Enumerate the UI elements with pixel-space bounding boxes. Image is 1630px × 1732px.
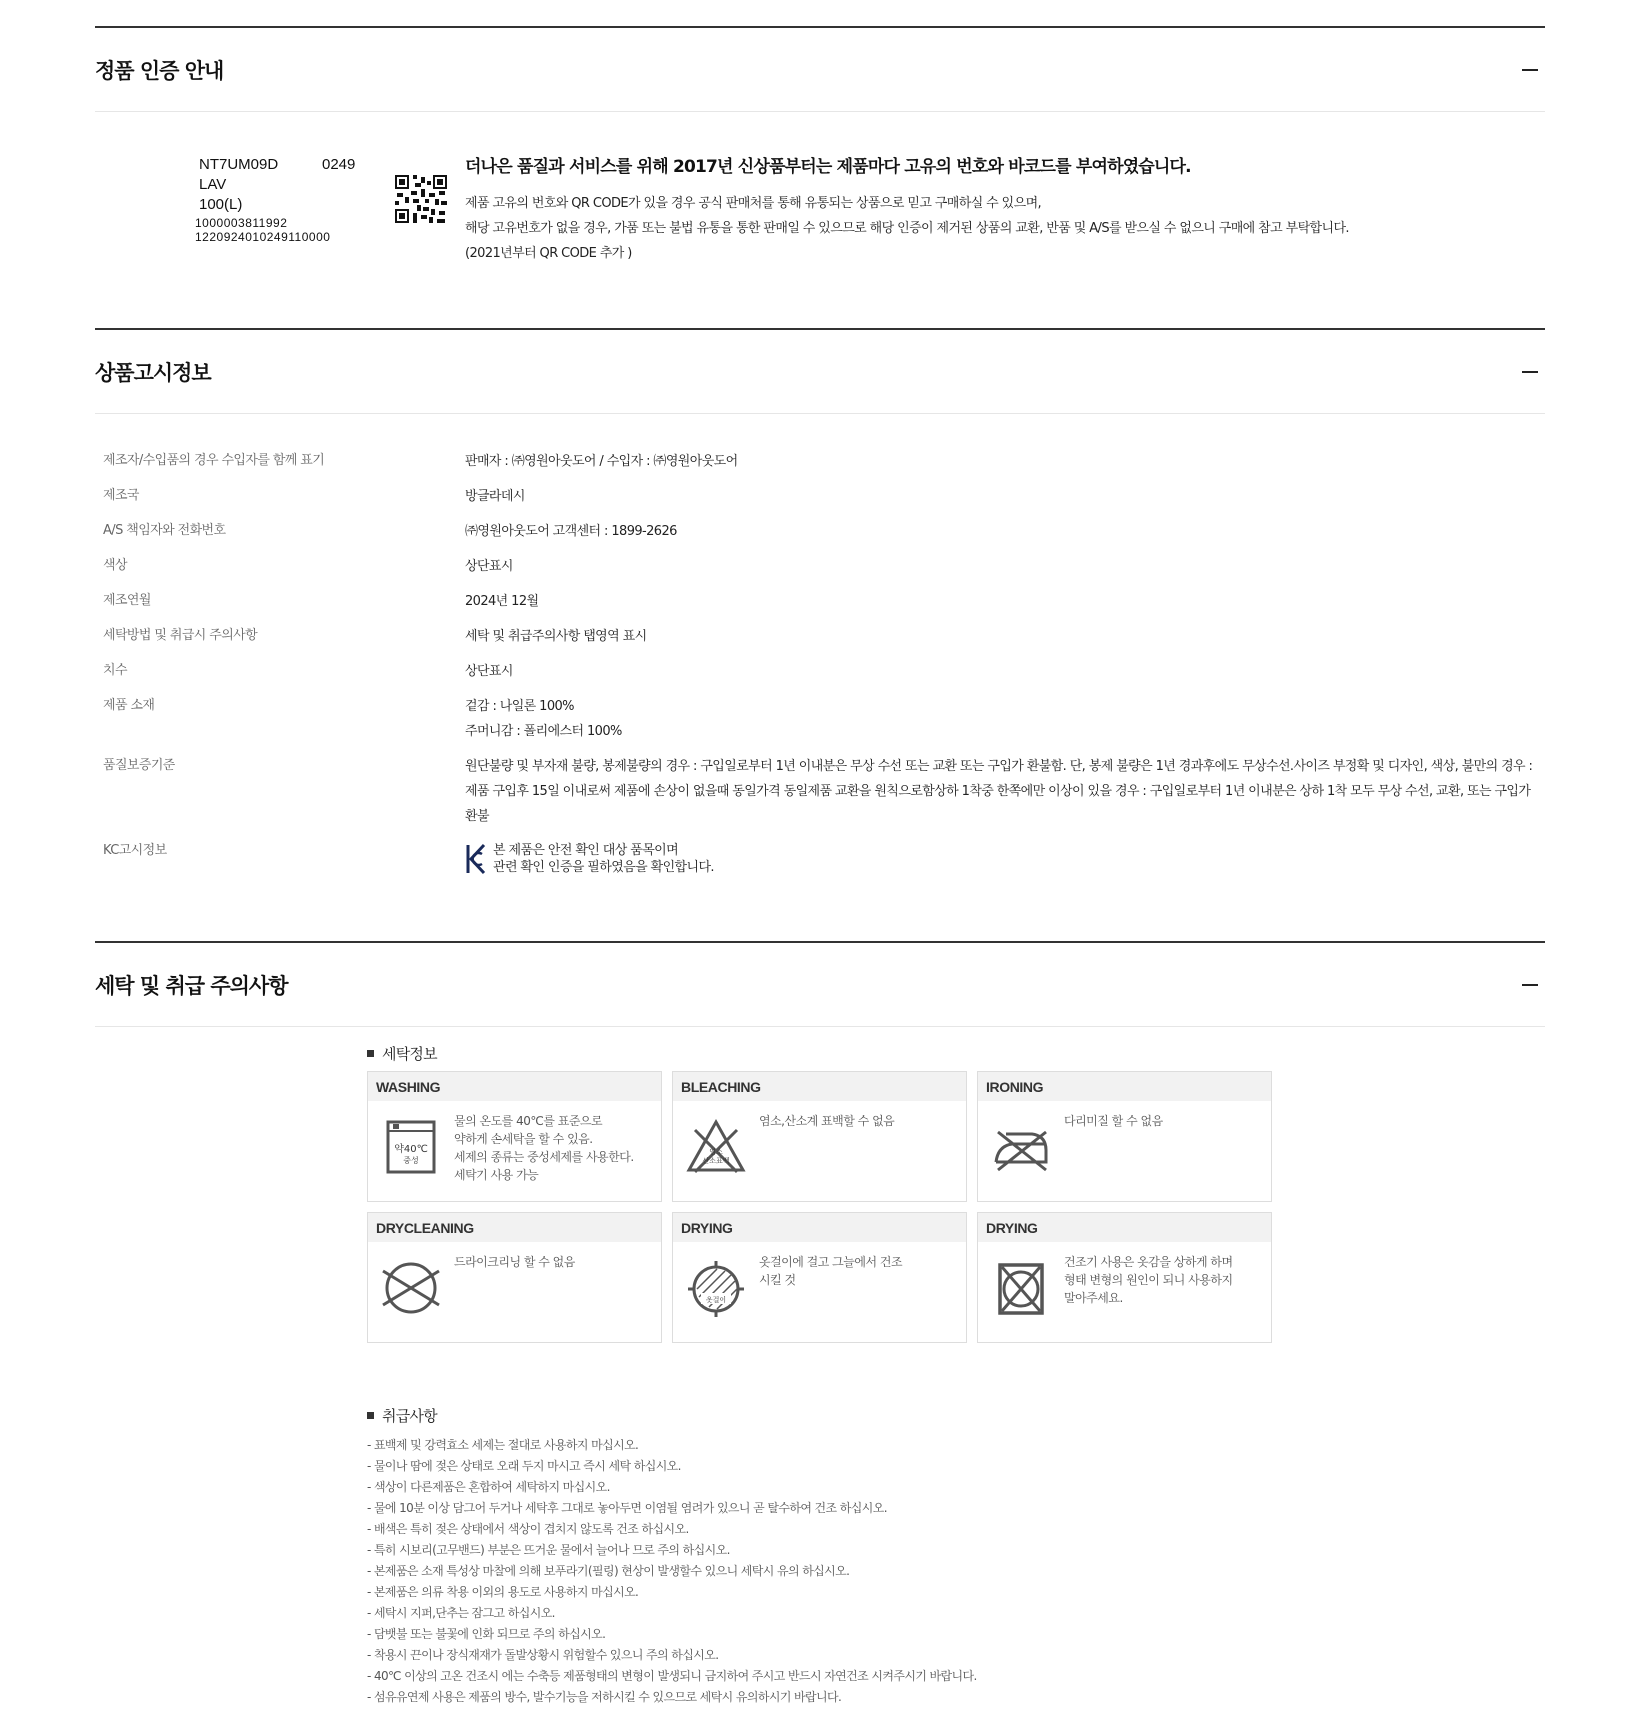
info-row	[95, 757, 1545, 842]
card-head: DRYCLEANING	[368, 1213, 661, 1242]
info-label: 제조연월	[103, 593, 151, 608]
product-info-table	[95, 414, 1545, 902]
list-item: - 담뱃불 또는 불꽃에 인화 되므로 주의 하십시오.	[367, 1627, 606, 1641]
list-item: - 섬유유연제 사용은 제품의 방수, 발수기능을 저하시킬 수 있으므로 세탁시 유의하시기 바랍니다.	[367, 1690, 842, 1704]
wash-icon-neutral: 중성	[403, 1156, 419, 1165]
card-head: BLEACHING	[673, 1072, 966, 1101]
label-color: LAV	[199, 176, 227, 193]
card-text-line: 염소,산소계 표백할 수 없음	[759, 1114, 895, 1128]
list-item: - 본제품은 소재 특성상 마찰에 의해 보푸라기(필링) 현상이 발생할수 있으니 세탁시 유의 하십시오.	[367, 1564, 850, 1578]
wash-40-icon	[378, 1112, 444, 1178]
material-shell: 겉감 : 나일론 100%	[465, 699, 574, 714]
card-text-line: 세제의 종류는 중성세제를 사용한다.	[454, 1150, 634, 1164]
material-pocket: 주머니감 : 폴리에스터 100%	[465, 724, 622, 739]
list-item: - 물에 10분 이상 담그어 두거나 세탁후 그대로 놓아두면 이염될 염려가 있으니 곧 탈수하여 건조 하십시오.	[367, 1501, 887, 1515]
kc-text-line: 관련 확인 인증을 필하였음을 확인합니다.	[493, 860, 714, 875]
info-label: 제조자/수입품의 경우 수입자를 함께 표기	[103, 453, 325, 468]
wash-info-title	[367, 1043, 437, 1064]
no-bleach-icon	[683, 1112, 749, 1178]
info-row	[95, 452, 1545, 487]
product-info-header[interactable]	[95, 330, 1545, 414]
list-item: - 색상이 다른제품은 혼합하여 세탁하지 마십시오.	[367, 1480, 610, 1494]
info-value: 판매자 : ㈜영원아웃도어 / 수입자 : ㈜영원아웃도어	[465, 454, 738, 469]
handling-title	[367, 1405, 437, 1426]
card-text	[1064, 1112, 1264, 1130]
care-card-washing	[367, 1071, 662, 1202]
card-text-line: 약하게 손세탁을 할 수 있음.	[454, 1132, 593, 1146]
authenticity-line: 제품 고유의 번호와 QR CODE가 있을 경우 공식 판매처를 통해 유통되는 상품으로 믿고 구매하실 수 있으며,	[465, 196, 1042, 211]
card-text-line: 다리미질 할 수 없음	[1064, 1114, 1163, 1128]
kc-text-line: 본 제품은 안전 확인 대상 품목이며	[493, 843, 679, 858]
authenticity-body	[95, 112, 1545, 328]
card-text-line: 세탁기 사용 가능	[454, 1168, 539, 1182]
card-text	[759, 1253, 959, 1289]
info-row	[95, 557, 1545, 592]
info-value: 원단불량 및 부자재 불량, 봉제불량의 경우 : 구입일로부터 1년 이내분은 무상 수선 또는 교환 또는 구입가 환불함. 단, 봉제 불량은 1년 경과후에도 무상수선.사이즈 부정확 및 디자인, 색상, 불만의 경우 : 제품 구입후 15일 이내로써 제품에 손상이 없을때 동일가격 동일제품 교환을 원칙으로함상하 1착중 한쪽에만 이상이 있을 경우 : 구입일로부터 1년 이내분은 상하 1착 모두 무상 수선, 교환, 또는 구입가 환불	[465, 759, 1533, 824]
list-item: - 특히 시보리(고무밴드) 부분은 뜨거운 물에서 늘어나 므로 주의 하십시오.	[367, 1543, 730, 1557]
info-value: 상단표시	[465, 559, 513, 574]
list-item: - 세탁시 지퍼,단추는 잠그고 하십시오.	[367, 1606, 555, 1620]
authenticity-line: (2021년부터 QR CODE 추가 )	[465, 246, 632, 261]
label-number: 0249	[322, 156, 356, 173]
handling-list	[367, 1435, 977, 1708]
collapse-minus-icon[interactable]	[1515, 970, 1545, 1000]
qr-code-icon	[395, 175, 447, 223]
hang-dry-shade-icon	[683, 1253, 749, 1319]
info-row	[95, 627, 1545, 662]
card-head: WASHING	[368, 1072, 661, 1101]
card-text-line: 건조기 사용은 옷감을 상하게 하며	[1064, 1255, 1233, 1269]
card-text-line: 말아주세요.	[1064, 1291, 1123, 1305]
list-item: - 배색은 특히 젖은 상태에서 색상이 겹치지 않도록 건조 하십시오.	[367, 1522, 689, 1536]
care-card-drying-no-tumble	[977, 1212, 1272, 1343]
info-label: 제조국	[103, 488, 139, 503]
card-text-line: 물의 온도를 40℃를 표준으로	[454, 1114, 603, 1128]
info-row	[95, 842, 1545, 902]
card-text	[454, 1112, 654, 1184]
list-item: - 착용시 끈이나 장식재재가 돌발상황시 위험할수 있으니 주의 하십시오.	[367, 1648, 719, 1662]
collapse-minus-icon[interactable]	[1515, 55, 1545, 85]
info-row	[95, 697, 1545, 757]
kc-text	[493, 842, 714, 876]
care-header[interactable]	[95, 943, 1545, 1027]
info-value	[465, 694, 1545, 744]
collapse-minus-icon[interactable]	[1515, 357, 1545, 387]
product-label-sample	[195, 156, 365, 256]
product-info-title: 상품고시정보	[95, 360, 211, 385]
care-card-bleaching	[672, 1071, 967, 1202]
info-row	[95, 487, 1545, 522]
no-tumble-dry-icon	[988, 1253, 1054, 1319]
info-label: A/S 책임자와 전화번호	[103, 523, 226, 538]
info-row	[95, 592, 1545, 627]
info-label: KC고시정보	[103, 843, 167, 858]
info-label: 치수	[103, 663, 127, 678]
list-item: - 물이나 땀에 젖은 상태로 오래 두지 마시고 즉시 세탁 하십시오.	[367, 1459, 681, 1473]
handling-title-text: 취급사항	[382, 1407, 437, 1425]
card-text-line: 옷걸이에 걸고 그늘에서 건조	[759, 1255, 903, 1269]
info-row	[95, 662, 1545, 697]
kc-mark-icon	[465, 843, 487, 875]
info-value: 세탁 및 취급주의사항 탭영역 표시	[465, 629, 647, 644]
label-barcode-2: 1220924010249110000	[195, 230, 331, 244]
label-barcode-1: 1000003811992	[195, 216, 288, 230]
card-text-line: 드라이크리닝 할 수 없음	[454, 1255, 575, 1269]
card-text	[1064, 1253, 1264, 1307]
info-value: 방글라데시	[465, 489, 525, 504]
product-info-section	[95, 328, 1545, 902]
info-label: 색상	[103, 558, 127, 573]
info-label: 세탁방법 및 취급시 주의사항	[103, 628, 258, 643]
wash-info-title-text: 세탁정보	[382, 1045, 437, 1063]
authenticity-text	[465, 152, 1349, 266]
card-text	[454, 1253, 654, 1271]
card-head: DRYING	[673, 1213, 966, 1242]
authenticity-line: 해당 고유번호가 없을 경우, 가품 또는 불법 유통을 통한 판매일 수 있으므로 해당 인증이 제거된 상품의 교환, 반품 및 A/S를 받으실 수 없으니 구매에 참고 부탁합니다.	[465, 221, 1349, 236]
care-card-ironing	[977, 1071, 1272, 1202]
list-item: - 본제품은 의류 착용 이외의 용도로 사용하지 마십시오.	[367, 1585, 639, 1599]
drying-icon-hanger: 옷걸이	[705, 1296, 727, 1304]
authenticity-header[interactable]	[95, 28, 1545, 112]
no-iron-icon	[988, 1112, 1054, 1178]
label-code: NT7UM09D	[199, 156, 279, 173]
card-text	[759, 1112, 959, 1130]
authenticity-title: 정품 인증 안내	[95, 58, 224, 83]
info-label: 제품 소재	[103, 698, 155, 713]
care-card-drying-shade	[672, 1212, 967, 1343]
info-value: ㈜영원아웃도어 고객센터 : 1899-2626	[465, 524, 677, 539]
care-title: 세탁 및 취급 주의사항	[95, 973, 288, 998]
kc-info	[465, 842, 1545, 876]
care-body	[95, 1027, 1545, 1732]
authenticity-section	[95, 26, 1545, 328]
bleach-icon-chlorine: 염소	[709, 1148, 723, 1156]
card-text-line: 시킬 것	[759, 1273, 796, 1287]
label-size: 100(L)	[199, 196, 243, 213]
card-text-line: 형태 변형의 원인이 되니 사용하지	[1064, 1273, 1233, 1287]
card-head: IRONING	[978, 1072, 1271, 1101]
info-value: 상단표시	[465, 664, 513, 679]
card-head: DRYING	[978, 1213, 1271, 1242]
bleach-icon-oxygen: 산소표백	[702, 1157, 730, 1165]
info-label: 품질보증기준	[103, 758, 175, 773]
no-dryclean-icon	[378, 1253, 444, 1319]
info-value: 2024년 12월	[465, 594, 539, 609]
info-row	[95, 522, 1545, 557]
authenticity-headline: 더나은 품질과 서비스를 위해 2017년 신상품부터는 제품마다 고유의 번호와 바코드를 부여하였습니다.	[465, 157, 1191, 177]
care-section	[95, 941, 1545, 1732]
list-item: - 표백제 및 강력효소 세제는 절대로 사용하지 마십시오.	[367, 1438, 639, 1452]
list-item: - 40℃ 이상의 고온 건조시 에는 수축등 제품형태의 변형이 발생되니 금지하여 주시고 반드시 자연건조 시켜주시기 바랍니다.	[367, 1669, 977, 1683]
care-card-drycleaning	[367, 1212, 662, 1343]
wash-icon-temp: 약40℃	[394, 1144, 428, 1155]
